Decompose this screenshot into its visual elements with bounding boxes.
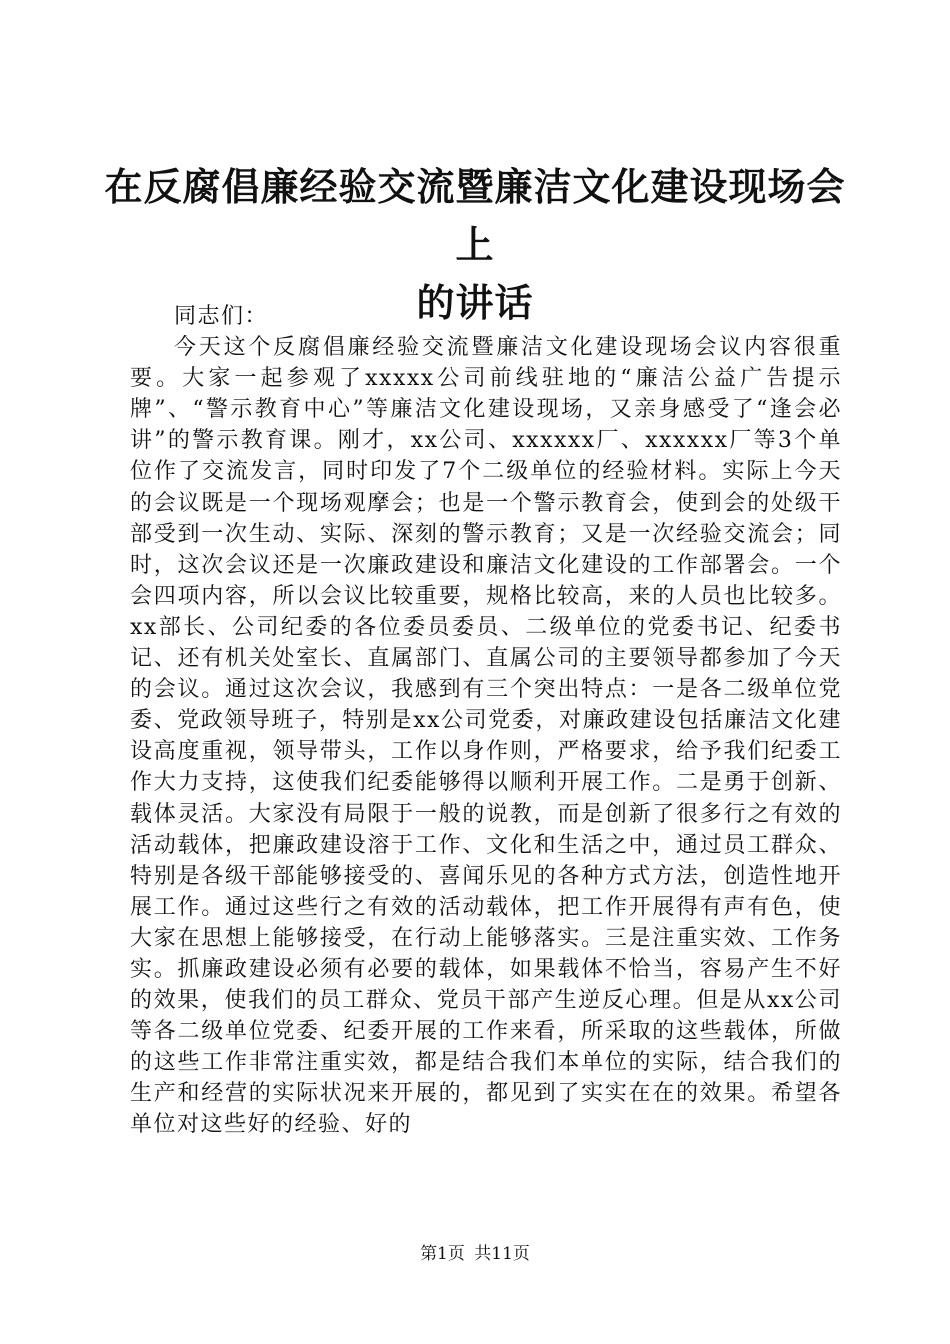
page-footer <box>0 1242 950 1266</box>
document-body <box>130 301 842 1141</box>
title-line-2: 的讲话 <box>416 280 534 325</box>
body-paragraph: 今天这个反腐倡廉经验交流暨廉洁文化建设现场会议内容很重要。大家一起参观了xxxxx公司前线驻地的“廉洁公益广告提示牌”、“警示教育中心”等廉洁文化建设现场，又亲身感受了“逢会必讲”的警示教育课。刚才，xx公司、xxxxxx厂、xxxxxx厂等3个单位作了交流发言，同时印发了7个二级单位的经验材料。实际上今天的会议既是一个现场观摩会；也是一个警示教育会，使到会的处级干部受到一次生动、实际、深刻的警示教育；又是一次经验交流会；同时，这次会议还是一次廉政建设和廉洁文化建设的工作部署会。一个会四项内容，所以会议比较重要，规格比较高，来的人员也比较多。xx部长、公司纪委的各位委员委员、二级单位的党委书记、纪委书记、还有机关处室长、直属部门、直属公司的主要领导都参加了今天的会议。通过这次会议，我感到有三个突出特点：一是各二级单位党委、党政领导班子，特别是xx公司党委，对廉政建设包括廉洁文化建设高度重视，领导带头，工作以身作则，严格要求，给予我们纪委工作大力支持，这使我们纪委能够得以顺利开展工作。二是勇于创新、载体灵活。大家没有局限于一般的说教，而是创新了很多行之有效的活动载体，把廉政建设溶于工作、文化和生活之中，通过员工群众、特别是各级干部能够接受的、喜闻乐见的各种方式方法，创造性地开展工作。通过这些行之有效的活动载体，把工作开展得有声有色，使大家在思想上能够接受，在行动上能够落实。三是注重实效、工作务实。抓廉政建设必须有必要的载体，如果载体不恰当，容易产生不好的效果，使我们的员工群众、党员干部产生逆反心理。但是从xx公司等各二级单位党委、纪委开展的工作来看，所采取的这些载体，所做的这些工作非常注重实效，都是结合我们本单位的实际，结合我们的生产和经营的实际状况来开展的，都见到了实实在在的效果。希望各单位对这些好的经验、好的 <box>130 335 842 1138</box>
title-line-1: 在反腐倡廉经验交流暨廉洁文化建设现场会上 <box>104 164 846 267</box>
salutation: 同志们： <box>174 304 269 329</box>
page-total: 共11页 <box>474 1244 530 1264</box>
page-number: 第1页 <box>420 1244 465 1264</box>
